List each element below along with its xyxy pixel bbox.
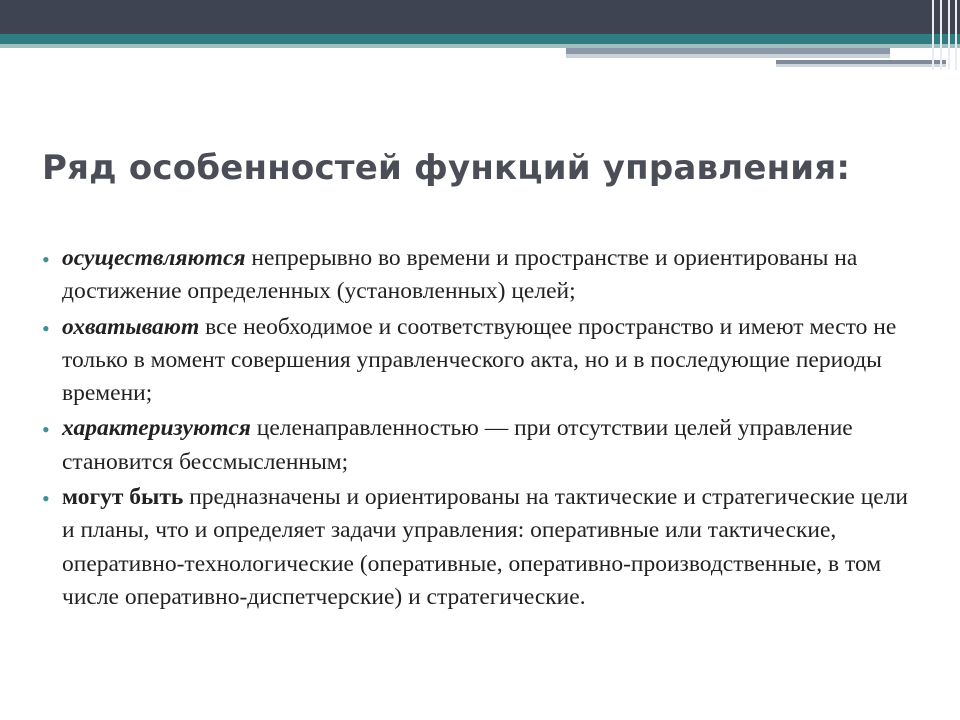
bullet-item: [42, 412, 922, 479]
header-teal-band: [0, 34, 960, 44]
bullet-item: [42, 481, 922, 614]
decor-strip: [776, 64, 946, 67]
corner-decoration: [928, 0, 960, 70]
bullet-item: [42, 311, 922, 411]
decor-strip: [566, 54, 890, 58]
slide-title: Ряд особенностей функций управления:: [42, 148, 851, 188]
bullet-text: непрерывно во времени и пространстве и ориентированы на достижение определенных (установленных) целей;: [62, 245, 858, 305]
bullet-keyword: могут быть: [62, 484, 184, 511]
bullet-dot-icon: •: [42, 486, 50, 512]
bullet-keyword: характеризуются: [62, 415, 251, 442]
bullet-list: [42, 242, 922, 616]
bullet-text: предназначены и ориентированы на тактические и стратегические цели и планы, что и определяет задачи управления: оперативные или тактические, оперативно-технологические (оперативные, оперативно-производственные, в том числе оперативно-диспетчерские) и стратегические.: [62, 484, 909, 610]
bullet-keyword: осуществляются: [62, 245, 246, 271]
bullet-dot-icon: •: [42, 417, 50, 443]
bullet-keyword: охватывают: [62, 313, 200, 340]
bullet-item: [42, 242, 922, 309]
bullet-dot-icon: •: [42, 315, 50, 341]
bullet-dot-icon: •: [42, 247, 50, 272]
header-dark-bar: [0, 0, 960, 34]
bullet-text: все необходимое и соответствующее пространство и имеют место не только в момент совершения управленческого акта, но и в последующие периоды времени;: [62, 313, 897, 407]
bullet-text: целенаправленностью — при отсутствии целей управление становится бессмысленным;: [62, 415, 853, 475]
